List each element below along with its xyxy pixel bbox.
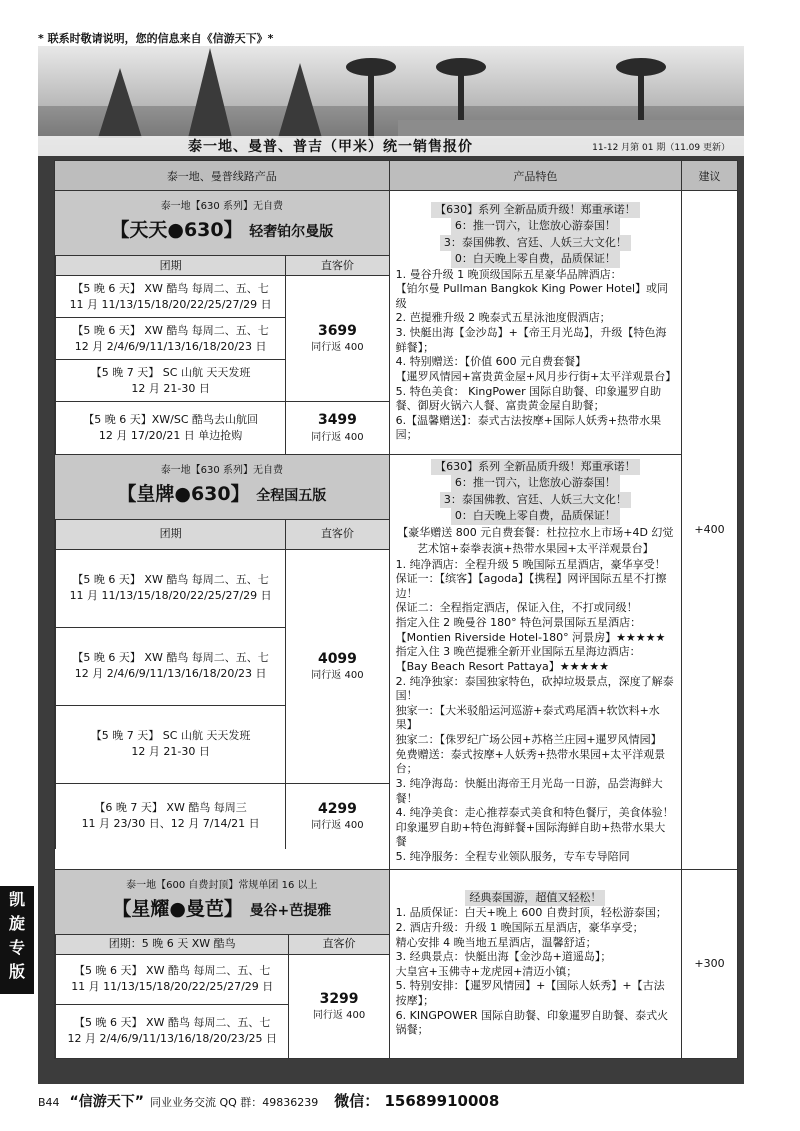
col-header-features: 产品特色 bbox=[389, 161, 681, 191]
highlights: 【630】系列 全新品质升级！郑重承诺！ 6：推一罚六，让您放心游泰国！ 3：泰国佛教、宫廷、人妖三大文化！ 0：白天晚上零自费，品质保证！ bbox=[396, 202, 675, 268]
group-header: 团期 bbox=[56, 256, 286, 276]
footer-qq: 同业业务交流 QQ 群：49836239 bbox=[149, 1096, 319, 1109]
product-cell bbox=[55, 191, 390, 455]
price-header: 直客价 bbox=[289, 934, 389, 954]
product-cell bbox=[55, 454, 390, 869]
side-tab: 凯旋专版 bbox=[0, 886, 34, 994]
col-header-suggestion: 建议 bbox=[682, 161, 738, 191]
suggestion-cell: +300 bbox=[682, 869, 738, 1059]
group-header: 团期 bbox=[56, 519, 286, 549]
group-header: 团期：5 晚 6 天 XW 酷鸟 bbox=[56, 934, 289, 954]
price-header: 直客价 bbox=[286, 519, 389, 549]
table-row: 【5 晚 7 天】 SC 山航 天天发班 12 月 21-30 日 bbox=[56, 705, 286, 783]
table-row: 【5 晚 7 天】 SC 山航 天天发班 12 月 21-30 日 bbox=[56, 360, 286, 402]
product-header bbox=[55, 455, 389, 519]
product-series: 泰一地【630 系列】无自费 bbox=[160, 201, 283, 212]
banner-image bbox=[38, 46, 744, 156]
banner-title: 泰一地、曼普、普吉（甲米）统一销售报价 bbox=[188, 139, 473, 155]
product-features: 【630】系列 全新品质升级！郑重承诺！ 6：推一罚六，让您放心游泰国！ 3：泰国佛教、宫廷、人妖三大文化！ 0：白天晚上零自费，品质保证！ 【豪华赠送 800 元自费套餐：杜拉拉水上市场+4D 幻觉艺术馆+泰拳表演+热带水果园+太平洋观景台】 1. 纯净酒店：全程升级 5 晚国际五星酒店，豪华享受！ 保证一：【缤客】【agoda】【携程】网评国际五星不打擦边！ 保证二：全程指定酒店，保证入住，不打或同级！ 指定入住 2 晚曼谷 180° 特色河景国际五星酒店： 【Montien Riverside Hotel-180° 河景房】★★★★★ 指定入住 3 晚芭提雅全新开业国际五星海边酒店： 【Bay Beach Resort Pattaya】★★★★★ 2. 纯净独家：泰国独家特色，砍掉垃圾景点，深度了解泰国！ 独家一：【大米驳船运河巡游+泰式鸡尾酒+软饮料+水果】 独家二：【侏罗纪广场公园+苏格兰庄园+暹罗风情园】 免费赠送：泰式按摩+人妖秀+热带水果园+太平洋观景台； 3. 纯净海岛：快艇出海帝王月光岛一日游，品尝海鲜大餐！ 4. 纯净美食：走心推荐泰式美食和特色餐厅，美食体验！ 印象暹罗自助+特色海鲜餐+国际海鲜自助+热带水果大餐 5. 纯净服务：全程专业领队服务，专车专导陪同 bbox=[389, 454, 681, 869]
price-table-frame bbox=[38, 156, 744, 1084]
table-row: 【5 晚 6 天】 XW 酷鸟 每周二、五、七 11 月 11/13/15/18/20/22/25/27/29 日 bbox=[56, 954, 289, 1004]
table-row: 【5 晚 6 天】XW/SC 酷鸟去山航回 12 月 17/20/21 日 单边抢购 bbox=[56, 402, 286, 454]
product-cell bbox=[55, 869, 390, 1059]
product-series: 泰一地【600 自费封顶】常规单团 16 以上 bbox=[126, 879, 318, 891]
product-name: 【天天●630】 轻奢铂尔曼版 bbox=[110, 219, 334, 241]
price-table bbox=[54, 160, 738, 1059]
table-row: 【5 晚 6 天】 XW 酷鸟 每周二、五、七 11 月 11/13/15/18/20/22/25/27/29 日 bbox=[56, 276, 286, 318]
product-features: 经典泰国游，超值又轻松！ 1. 品质保证：白天+晚上 600 自费封顶，轻松游泰国； 2. 酒店升级：升级 1 晚国际五星酒店，豪华享受； 精心安排 4 晚当地五星酒店，温馨舒适； 3. 经典景点：快艇出海【金沙岛+道遥岛】； 大皇宫+玉佛寺+龙虎园+清迈小镇； 5. 特别安排：【暹罗风情园】+【国际人妖秀】+【古法按摩】； 6. KINGPOWER 国际自助餐、印象暹罗自助餐、泰式火锅餐； bbox=[389, 869, 681, 1059]
footer-wechat: 微信： 15689910008 bbox=[334, 1092, 500, 1110]
table-row: 【6 晚 7 天】 XW 酷鸟 每周三 11 月 23/30 日、12 月 7/14/21 日 bbox=[56, 783, 286, 849]
product-features: 【630】系列 全新品质升级！郑重承诺！ 6：推一罚六，让您放心游泰国！ 3：泰国佛教、宫廷、人妖三大文化！ 0：白天晚上零自费，品质保证！ 1. 曼谷升级 1 晚顶级国际五星豪华品牌酒店： 【铂尔曼 Pullman Bangkok King Power Hotel】或同级 2. 芭提雅升级 2 晚泰式五星泳池度假酒店； 3. 快艇出海【金沙岛】+【帝王月光岛】，升级【特色海鲜餐】； 4. 特别赠送：【价值 600 元自费套餐】 【暹罗风情园+富贵黄金屋+风月步行街+太平洋观景台】 5. 特色美食： KingPower 国际自助餐、印象暹罗自助餐、御厨火锅六人餐、富贵黄金屋自助餐； 6.【温馨赠送】：泰式古法按摩+国际人妖秀+热带水果园； bbox=[389, 191, 681, 455]
product-header bbox=[55, 191, 389, 255]
suggestion-cell: +400 bbox=[682, 191, 738, 870]
price-cell: 4099 同行返 400 bbox=[286, 549, 389, 783]
table-row: 【5 晚 6 天】 XW 酷鸟 每周二、五、七 12 月 2/4/6/9/11/13/16/18/20/23 日 bbox=[56, 627, 286, 705]
price-cell: 4299 同行返 400 bbox=[286, 783, 389, 849]
product-name: 【星耀●曼芭】 曼谷+芭提雅 bbox=[112, 897, 332, 920]
col-header-products: 泰一地、曼普线路产品 bbox=[55, 161, 390, 191]
price-cell: 3499 同行返 400 bbox=[286, 402, 389, 454]
highlights: 经典泰国游，超值又轻松！ bbox=[396, 890, 675, 907]
product-series: 泰一地【630 系列】无自费 bbox=[160, 464, 283, 476]
product-name: 【皇牌●630】 全程国五版 bbox=[117, 482, 327, 505]
highlights: 【630】系列 全新品质升级！郑重承诺！ 6：推一罚六，让您放心游泰国！ 3：泰国佛教、宫廷、人妖三大文化！ 0：白天晚上零自费，品质保证！ 【豪华赠送 800 元自费套餐：杜拉拉水上市场+4D 幻觉艺术馆+泰拳表演+热带水果园+太平洋观景台】 bbox=[397, 459, 674, 555]
footer-brand: “信游天下” bbox=[69, 1094, 144, 1110]
footer bbox=[38, 1090, 499, 1111]
product-header bbox=[55, 870, 389, 934]
table-row: 【5 晚 6 天】 XW 酷鸟 每周二、五、七 12 月 2/4/6/9/11/13/16/18/20/23 日 bbox=[56, 318, 286, 360]
issue-info: 11-12 月第 01 期（11.09 更新） bbox=[592, 142, 730, 153]
table-row: 【5 晚 6 天】 XW 酷鸟 每周二、五、七 12 月 2/4/6/9/11/13/16/18/20/23/25 日 bbox=[56, 1004, 289, 1058]
price-cell: 3699 同行返 400 bbox=[286, 276, 389, 402]
contact-note: * 联系时敬请说明，您的信息来自《信游天下》* bbox=[38, 32, 274, 45]
price-cell: 3299 同行返 400 bbox=[289, 954, 389, 1058]
price-header: 直客价 bbox=[286, 256, 389, 276]
page-number: B44 bbox=[38, 1096, 60, 1109]
table-row: 【5 晚 6 天】 XW 酷鸟 每周二、五、七 11 月 11/13/15/18/20/22/25/27/29 日 bbox=[56, 549, 286, 627]
